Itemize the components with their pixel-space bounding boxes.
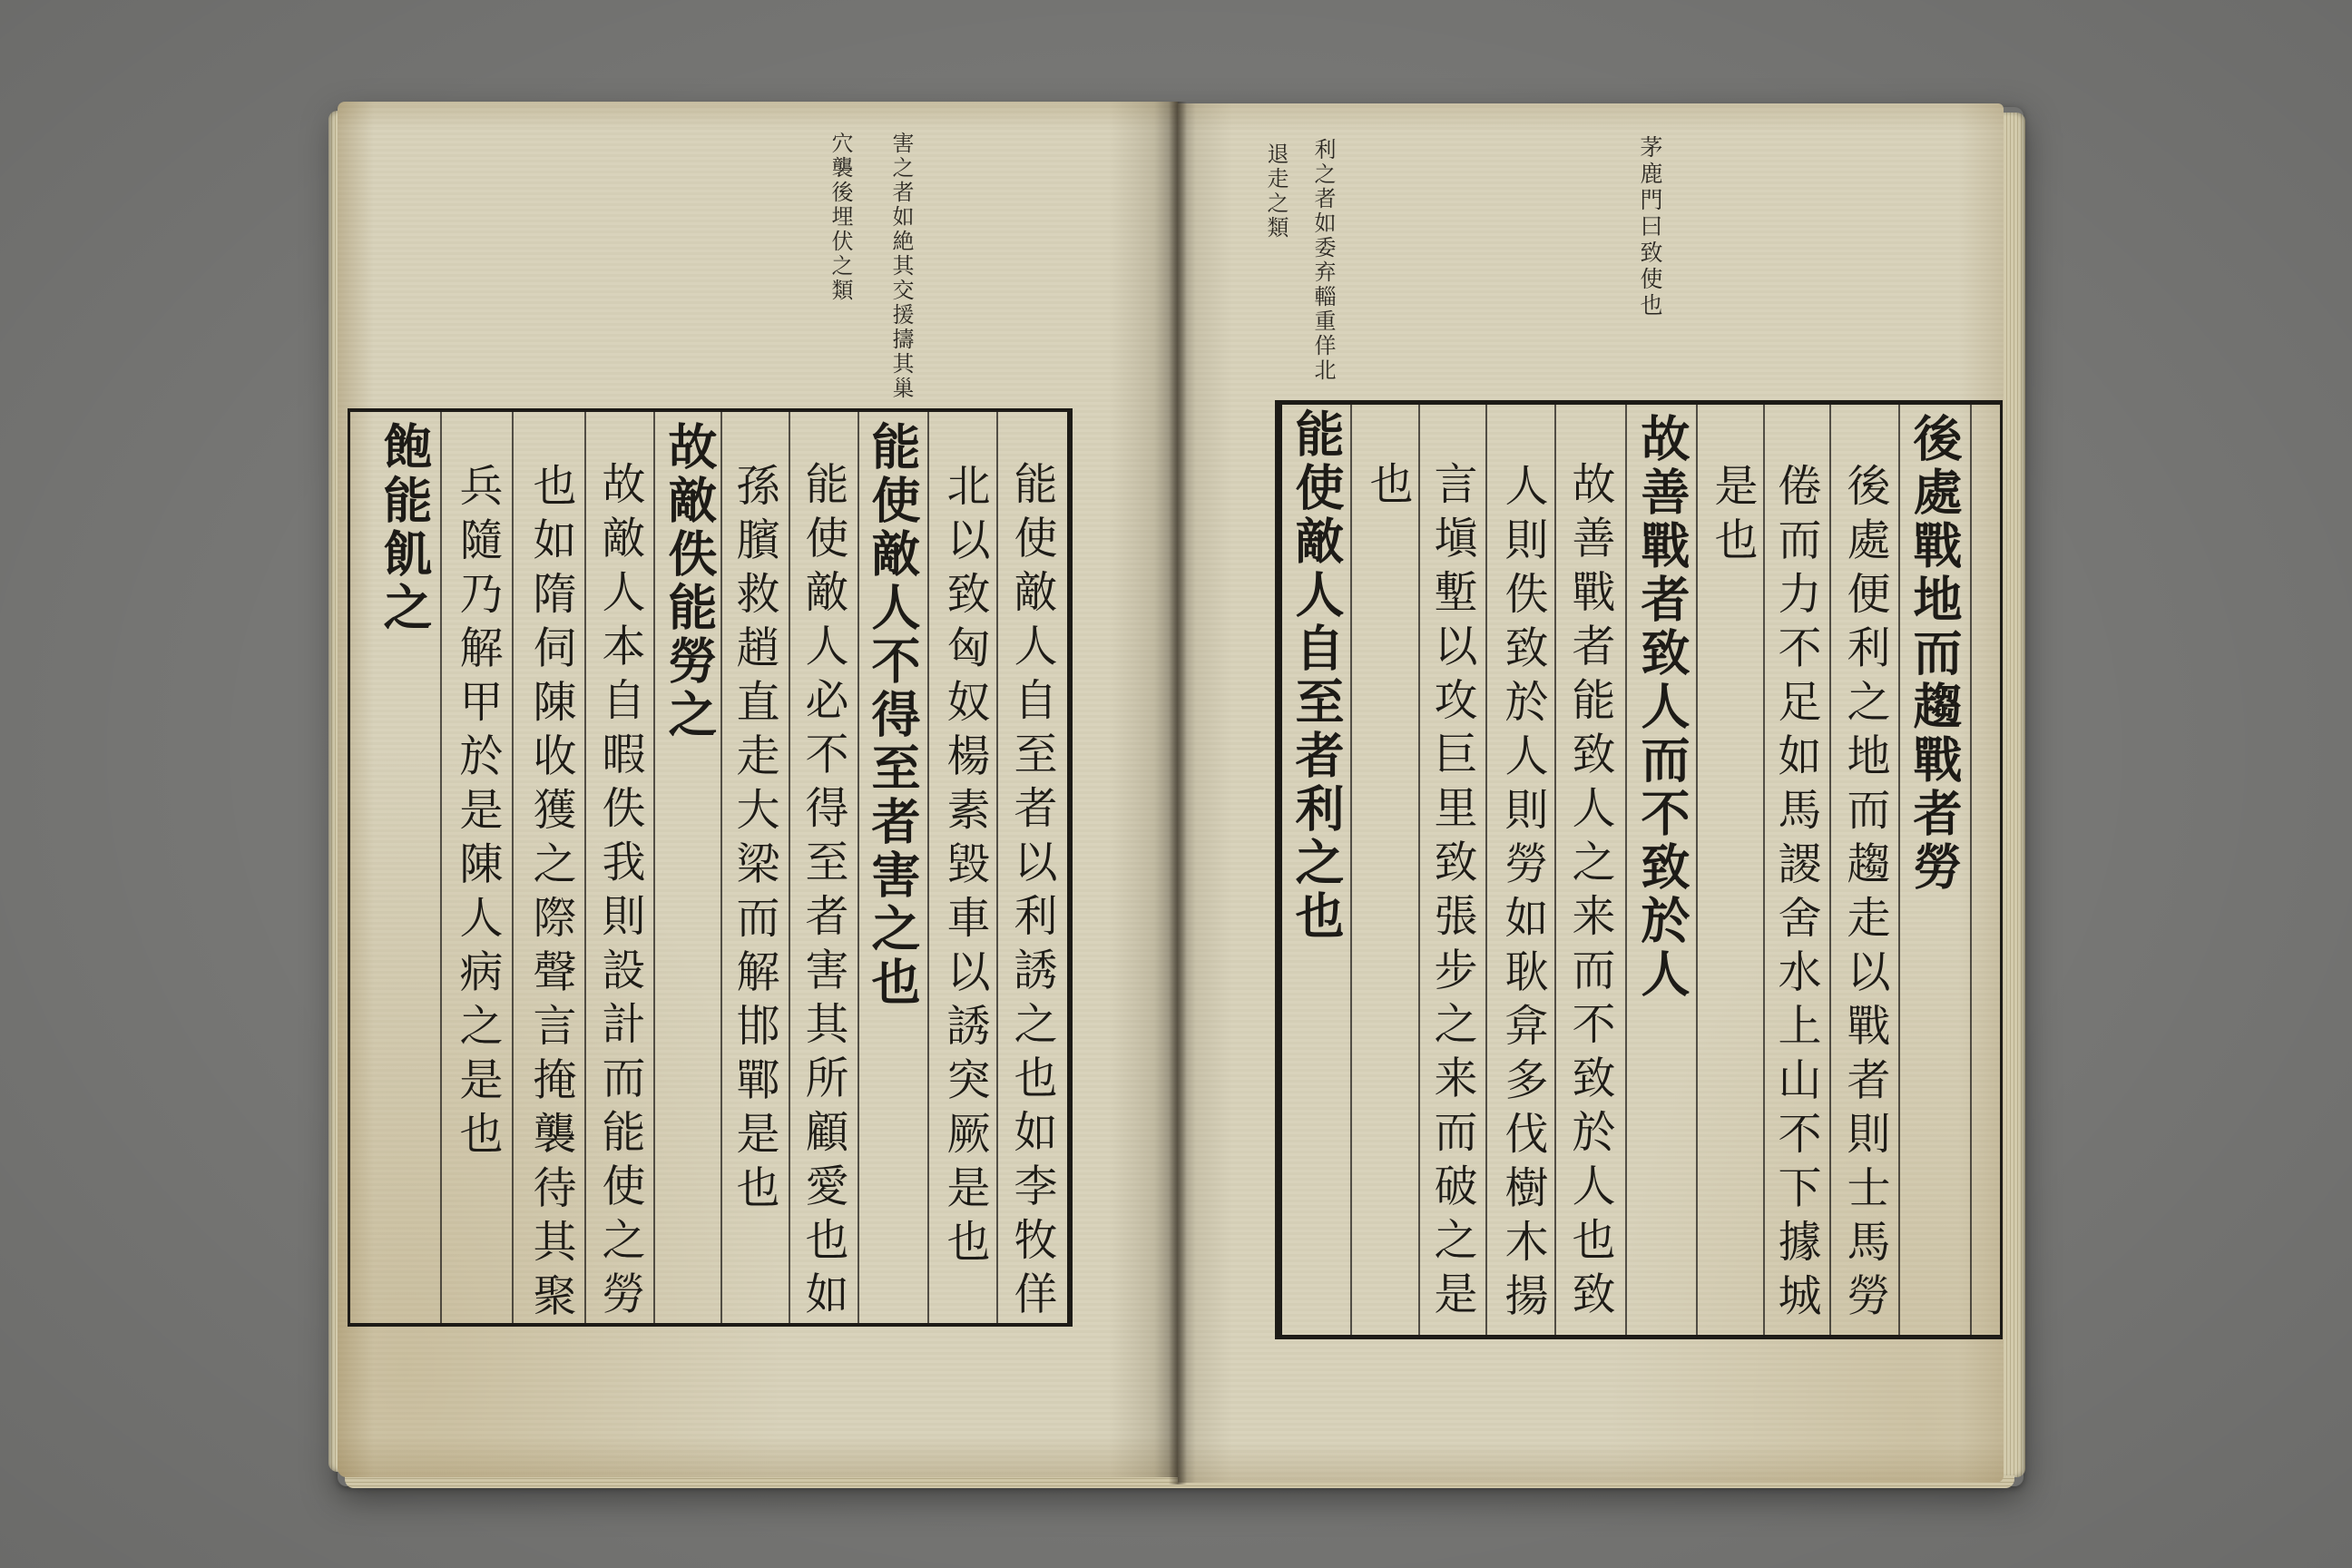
commentary-column: 北以致匈奴楊素毀車以誘突厥是也 bbox=[939, 463, 990, 1273]
commentary-column: 是也 bbox=[1707, 463, 1758, 571]
commentary-column: 能使敵人必不得至者害其所顧愛也如 bbox=[798, 461, 848, 1325]
column-rule bbox=[858, 408, 859, 1327]
column-rule bbox=[1696, 400, 1698, 1339]
main-text-column: 飽能飢之 bbox=[376, 421, 434, 635]
column-rule bbox=[584, 408, 586, 1327]
gutter-fold bbox=[1169, 102, 1187, 1485]
main-text-column: 後處戰地而趨戰者勞 bbox=[1906, 413, 1964, 895]
column-rule bbox=[1350, 400, 1352, 1339]
page-edge-stack-right bbox=[2000, 113, 2025, 1477]
right-page bbox=[1178, 103, 2004, 1483]
column-rule bbox=[1829, 400, 1831, 1339]
column-rule bbox=[1485, 400, 1487, 1339]
commentary-column: 故敵人本自暇佚我則設計而能使之勞 bbox=[594, 461, 645, 1325]
commentary-column: 人則佚致於人則勞如耿弇多伐樹木揚 bbox=[1497, 463, 1548, 1327]
margin-note: 利之者如委弃輜重佯北 bbox=[1310, 138, 1336, 383]
commentary-column: 倦而力不足如馬謖舍水上山不下據城 bbox=[1770, 463, 1821, 1327]
margin-note: 茅鹿門曰致使也 bbox=[1637, 135, 1663, 319]
main-text-column: 故善戰者致人而不致於人 bbox=[1633, 413, 1691, 1002]
column-rule bbox=[1625, 400, 1627, 1339]
margin-note: 退走之類 bbox=[1263, 142, 1289, 240]
commentary-column: 後處便利之地而趨走以戰者則士馬勞 bbox=[1839, 463, 1890, 1327]
commentary-column: 言塡塹以攻巨里致張步之来而破之是 bbox=[1426, 461, 1477, 1325]
main-text-column: 故敵佚能勞之 bbox=[661, 421, 719, 742]
main-text-column: 能使敵人不得至者害之也 bbox=[864, 421, 922, 1010]
column-rule bbox=[440, 408, 442, 1327]
commentary-column: 兵隨乃解甲於是陳人病之是也 bbox=[452, 463, 503, 1165]
margin-note: 害之者如絶其交援擣其巢 bbox=[888, 132, 914, 401]
column-rule bbox=[653, 408, 655, 1327]
column-rule bbox=[1898, 400, 1900, 1339]
left-page bbox=[338, 102, 1178, 1477]
column-rule bbox=[927, 408, 929, 1327]
margin-note: 穴襲後埋伏之類 bbox=[828, 132, 853, 303]
commentary-column: 也 bbox=[1362, 461, 1413, 515]
commentary-column: 也如隋伺陳收獲之際聲言掩襲待其聚 bbox=[525, 463, 576, 1327]
commentary-column: 故善戰者能致人之来而不致於人也致 bbox=[1564, 461, 1615, 1325]
commentary-column: 孫臏救趙直走大梁而解邯鄲是也 bbox=[729, 463, 779, 1219]
column-rule bbox=[512, 408, 514, 1327]
commentary-column: 能使敵人自至者以利誘之也如李牧佯 bbox=[1006, 461, 1057, 1325]
column-rule bbox=[1970, 400, 1972, 1339]
main-text-column: 能使敵人自至者利之也 bbox=[1288, 408, 1346, 944]
